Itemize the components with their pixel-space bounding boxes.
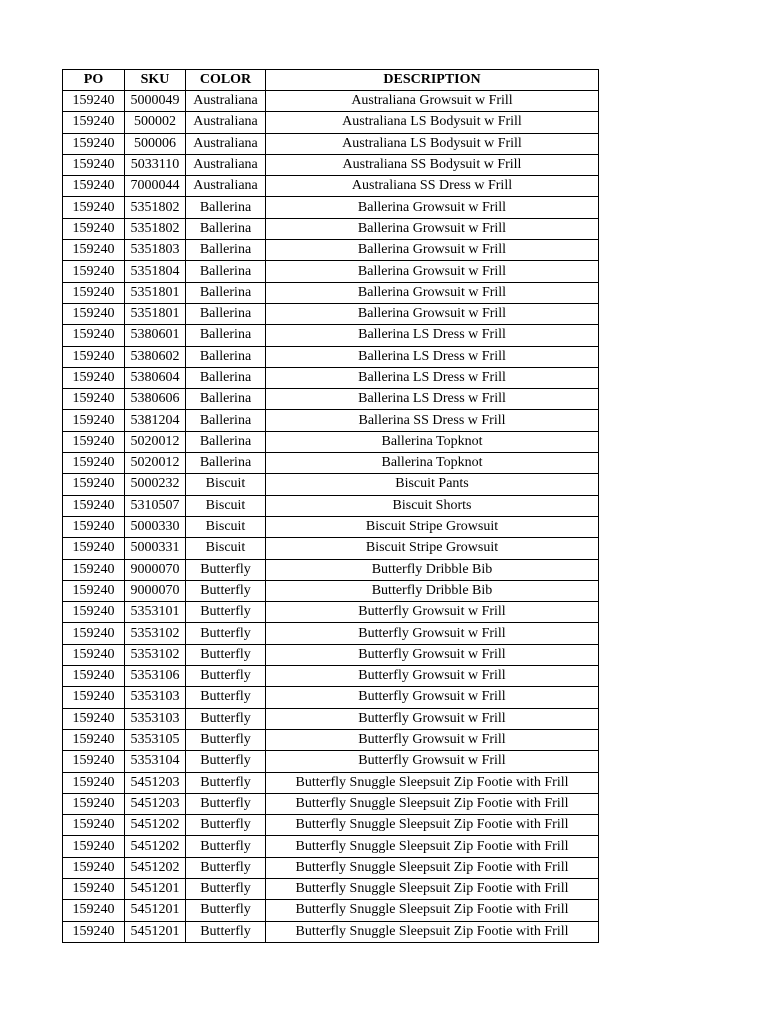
cell-color: Ballerina xyxy=(186,303,266,324)
cell-sku: 5451201 xyxy=(125,900,186,921)
cell-description: Butterfly Snuggle Sleepsuit Zip Footie with Frill xyxy=(266,793,599,814)
cell-sku: 7000044 xyxy=(125,176,186,197)
cell-color: Australiana xyxy=(186,91,266,112)
cell-description: Ballerina Topknot xyxy=(266,453,599,474)
table-row xyxy=(63,729,599,750)
cell-sku: 500006 xyxy=(125,133,186,154)
cell-color: Biscuit xyxy=(186,474,266,495)
cell-sku: 5451201 xyxy=(125,921,186,942)
cell-color: Biscuit xyxy=(186,538,266,559)
cell-description: Butterfly Snuggle Sleepsuit Zip Footie with Frill xyxy=(266,815,599,836)
cell-po: 159240 xyxy=(63,751,125,772)
cell-po: 159240 xyxy=(63,836,125,857)
cell-po: 159240 xyxy=(63,197,125,218)
cell-description: Butterfly Growsuit w Frill xyxy=(266,751,599,772)
cell-description: Ballerina LS Dress w Frill xyxy=(266,389,599,410)
cell-po: 159240 xyxy=(63,218,125,239)
cell-description: Ballerina Growsuit w Frill xyxy=(266,282,599,303)
cell-color: Australiana xyxy=(186,154,266,175)
cell-description: Ballerina Growsuit w Frill xyxy=(266,303,599,324)
cell-description: Ballerina LS Dress w Frill xyxy=(266,367,599,388)
cell-color: Ballerina xyxy=(186,218,266,239)
cell-description: Butterfly Snuggle Sleepsuit Zip Footie with Frill xyxy=(266,857,599,878)
cell-description: Ballerina LS Dress w Frill xyxy=(266,346,599,367)
table-row xyxy=(63,708,599,729)
cell-po: 159240 xyxy=(63,878,125,899)
cell-description: Australiana LS Bodysuit w Frill xyxy=(266,133,599,154)
cell-color: Ballerina xyxy=(186,346,266,367)
table-row xyxy=(63,559,599,580)
cell-description: Ballerina Topknot xyxy=(266,431,599,452)
cell-description: Butterfly Growsuit w Frill xyxy=(266,729,599,750)
cell-description: Ballerina SS Dress w Frill xyxy=(266,410,599,431)
table-row xyxy=(63,261,599,282)
table-row xyxy=(63,921,599,942)
table-row xyxy=(63,282,599,303)
table-header-row xyxy=(63,70,599,91)
cell-description: Biscuit Stripe Growsuit xyxy=(266,516,599,537)
cell-color: Ballerina xyxy=(186,261,266,282)
table-row xyxy=(63,580,599,601)
cell-po: 159240 xyxy=(63,708,125,729)
cell-color: Butterfly xyxy=(186,602,266,623)
spreadsheet-page xyxy=(62,69,599,943)
cell-sku: 5353105 xyxy=(125,729,186,750)
cell-color: Butterfly xyxy=(186,772,266,793)
table-row xyxy=(63,516,599,537)
cell-sku: 5451203 xyxy=(125,793,186,814)
cell-sku: 5451202 xyxy=(125,836,186,857)
cell-sku: 5380601 xyxy=(125,325,186,346)
cell-sku: 5353103 xyxy=(125,687,186,708)
cell-po: 159240 xyxy=(63,921,125,942)
cell-description: Biscuit Shorts xyxy=(266,495,599,516)
cell-po: 159240 xyxy=(63,453,125,474)
cell-po: 159240 xyxy=(63,857,125,878)
table-row xyxy=(63,303,599,324)
table-row xyxy=(63,623,599,644)
cell-color: Ballerina xyxy=(186,325,266,346)
table-row xyxy=(63,112,599,133)
cell-description: Butterfly Growsuit w Frill xyxy=(266,708,599,729)
cell-po: 159240 xyxy=(63,389,125,410)
cell-sku: 5000331 xyxy=(125,538,186,559)
cell-color: Ballerina xyxy=(186,197,266,218)
cell-sku: 9000070 xyxy=(125,580,186,601)
table-row xyxy=(63,836,599,857)
cell-color: Ballerina xyxy=(186,431,266,452)
cell-sku: 5020012 xyxy=(125,453,186,474)
table-row xyxy=(63,772,599,793)
cell-description: Australiana LS Bodysuit w Frill xyxy=(266,112,599,133)
cell-po: 159240 xyxy=(63,303,125,324)
table-row xyxy=(63,538,599,559)
cell-po: 159240 xyxy=(63,793,125,814)
cell-description: Butterfly Dribble Bib xyxy=(266,580,599,601)
cell-description: Biscuit Stripe Growsuit xyxy=(266,538,599,559)
cell-sku: 5451201 xyxy=(125,878,186,899)
cell-sku: 5380602 xyxy=(125,346,186,367)
cell-color: Australiana xyxy=(186,133,266,154)
cell-po: 159240 xyxy=(63,516,125,537)
cell-sku: 5310507 xyxy=(125,495,186,516)
cell-description: Butterfly Snuggle Sleepsuit Zip Footie with Frill xyxy=(266,836,599,857)
cell-sku: 500002 xyxy=(125,112,186,133)
cell-color: Ballerina xyxy=(186,389,266,410)
cell-sku: 5353102 xyxy=(125,623,186,644)
cell-color: Butterfly xyxy=(186,729,266,750)
cell-po: 159240 xyxy=(63,325,125,346)
cell-po: 159240 xyxy=(63,431,125,452)
cell-description: Australiana Growsuit w Frill xyxy=(266,91,599,112)
cell-color: Butterfly xyxy=(186,751,266,772)
cell-description: Biscuit Pants xyxy=(266,474,599,495)
cell-sku: 5000049 xyxy=(125,91,186,112)
cell-color: Ballerina xyxy=(186,410,266,431)
cell-po: 159240 xyxy=(63,346,125,367)
cell-po: 159240 xyxy=(63,176,125,197)
cell-color: Butterfly xyxy=(186,708,266,729)
cell-po: 159240 xyxy=(63,666,125,687)
cell-description: Butterfly Dribble Bib xyxy=(266,559,599,580)
table-row xyxy=(63,751,599,772)
table-row xyxy=(63,389,599,410)
cell-color: Butterfly xyxy=(186,623,266,644)
cell-po: 159240 xyxy=(63,623,125,644)
header-po: PO xyxy=(63,70,125,91)
table-row xyxy=(63,857,599,878)
cell-color: Ballerina xyxy=(186,367,266,388)
cell-color: Butterfly xyxy=(186,793,266,814)
cell-description: Ballerina Growsuit w Frill xyxy=(266,218,599,239)
cell-color: Butterfly xyxy=(186,580,266,601)
table-row xyxy=(63,154,599,175)
cell-po: 159240 xyxy=(63,900,125,921)
cell-sku: 5451202 xyxy=(125,857,186,878)
cell-po: 159240 xyxy=(63,410,125,431)
table-row xyxy=(63,815,599,836)
cell-color: Butterfly xyxy=(186,857,266,878)
table-row xyxy=(63,197,599,218)
cell-sku: 5351802 xyxy=(125,218,186,239)
cell-color: Butterfly xyxy=(186,687,266,708)
cell-po: 159240 xyxy=(63,282,125,303)
cell-color: Ballerina xyxy=(186,282,266,303)
header-description: DESCRIPTION xyxy=(266,70,599,91)
cell-description: Ballerina Growsuit w Frill xyxy=(266,240,599,261)
cell-color: Butterfly xyxy=(186,878,266,899)
table-row xyxy=(63,240,599,261)
cell-sku: 5353106 xyxy=(125,666,186,687)
po-sku-table xyxy=(62,69,599,943)
cell-sku: 5351804 xyxy=(125,261,186,282)
cell-po: 159240 xyxy=(63,154,125,175)
cell-sku: 5351803 xyxy=(125,240,186,261)
cell-color: Butterfly xyxy=(186,921,266,942)
table-row xyxy=(63,367,599,388)
cell-sku: 5353102 xyxy=(125,644,186,665)
cell-description: Butterfly Snuggle Sleepsuit Zip Footie with Frill xyxy=(266,772,599,793)
cell-color: Butterfly xyxy=(186,559,266,580)
table-row xyxy=(63,474,599,495)
cell-po: 159240 xyxy=(63,602,125,623)
cell-po: 159240 xyxy=(63,91,125,112)
cell-description: Butterfly Growsuit w Frill xyxy=(266,666,599,687)
cell-sku: 5353101 xyxy=(125,602,186,623)
cell-sku: 9000070 xyxy=(125,559,186,580)
table-row xyxy=(63,687,599,708)
cell-description: Butterfly Snuggle Sleepsuit Zip Footie with Frill xyxy=(266,878,599,899)
table-row xyxy=(63,133,599,154)
table-row xyxy=(63,176,599,197)
cell-sku: 5033110 xyxy=(125,154,186,175)
cell-po: 159240 xyxy=(63,240,125,261)
cell-po: 159240 xyxy=(63,133,125,154)
cell-color: Ballerina xyxy=(186,453,266,474)
cell-po: 159240 xyxy=(63,772,125,793)
cell-description: Butterfly Growsuit w Frill xyxy=(266,602,599,623)
table-row xyxy=(63,431,599,452)
cell-po: 159240 xyxy=(63,474,125,495)
cell-description: Butterfly Growsuit w Frill xyxy=(266,687,599,708)
table-row xyxy=(63,91,599,112)
cell-color: Butterfly xyxy=(186,815,266,836)
cell-description: Butterfly Snuggle Sleepsuit Zip Footie with Frill xyxy=(266,900,599,921)
cell-color: Australiana xyxy=(186,112,266,133)
table-body xyxy=(63,91,599,943)
cell-sku: 5451203 xyxy=(125,772,186,793)
cell-po: 159240 xyxy=(63,580,125,601)
cell-description: Butterfly Growsuit w Frill xyxy=(266,623,599,644)
table-row xyxy=(63,325,599,346)
cell-sku: 5020012 xyxy=(125,431,186,452)
table-row xyxy=(63,666,599,687)
cell-description: Australiana SS Bodysuit w Frill xyxy=(266,154,599,175)
cell-sku: 5000232 xyxy=(125,474,186,495)
cell-sku: 5451202 xyxy=(125,815,186,836)
cell-sku: 5000330 xyxy=(125,516,186,537)
cell-color: Butterfly xyxy=(186,666,266,687)
cell-po: 159240 xyxy=(63,367,125,388)
table-row xyxy=(63,410,599,431)
cell-color: Butterfly xyxy=(186,900,266,921)
table-row xyxy=(63,218,599,239)
cell-po: 159240 xyxy=(63,538,125,559)
table-row xyxy=(63,644,599,665)
cell-po: 159240 xyxy=(63,815,125,836)
cell-po: 159240 xyxy=(63,559,125,580)
header-color: COLOR xyxy=(186,70,266,91)
cell-description: Ballerina Growsuit w Frill xyxy=(266,197,599,218)
table-row xyxy=(63,900,599,921)
cell-color: Ballerina xyxy=(186,240,266,261)
header-sku: SKU xyxy=(125,70,186,91)
cell-color: Butterfly xyxy=(186,644,266,665)
cell-po: 159240 xyxy=(63,644,125,665)
cell-color: Australiana xyxy=(186,176,266,197)
cell-sku: 5351802 xyxy=(125,197,186,218)
table-row xyxy=(63,495,599,516)
cell-po: 159240 xyxy=(63,687,125,708)
cell-sku: 5351801 xyxy=(125,303,186,324)
table-row xyxy=(63,346,599,367)
cell-description: Butterfly Snuggle Sleepsuit Zip Footie with Frill xyxy=(266,921,599,942)
cell-po: 159240 xyxy=(63,112,125,133)
table-row xyxy=(63,793,599,814)
cell-description: Ballerina Growsuit w Frill xyxy=(266,261,599,282)
cell-color: Biscuit xyxy=(186,495,266,516)
table-row xyxy=(63,453,599,474)
cell-color: Biscuit xyxy=(186,516,266,537)
cell-sku: 5353104 xyxy=(125,751,186,772)
table-row xyxy=(63,878,599,899)
cell-description: Butterfly Growsuit w Frill xyxy=(266,644,599,665)
cell-sku: 5353103 xyxy=(125,708,186,729)
cell-sku: 5381204 xyxy=(125,410,186,431)
cell-po: 159240 xyxy=(63,495,125,516)
table-row xyxy=(63,602,599,623)
cell-sku: 5380604 xyxy=(125,367,186,388)
cell-color: Butterfly xyxy=(186,836,266,857)
cell-sku: 5380606 xyxy=(125,389,186,410)
cell-po: 159240 xyxy=(63,261,125,282)
cell-po: 159240 xyxy=(63,729,125,750)
cell-description: Ballerina LS Dress w Frill xyxy=(266,325,599,346)
cell-description: Australiana SS Dress w Frill xyxy=(266,176,599,197)
cell-sku: 5351801 xyxy=(125,282,186,303)
